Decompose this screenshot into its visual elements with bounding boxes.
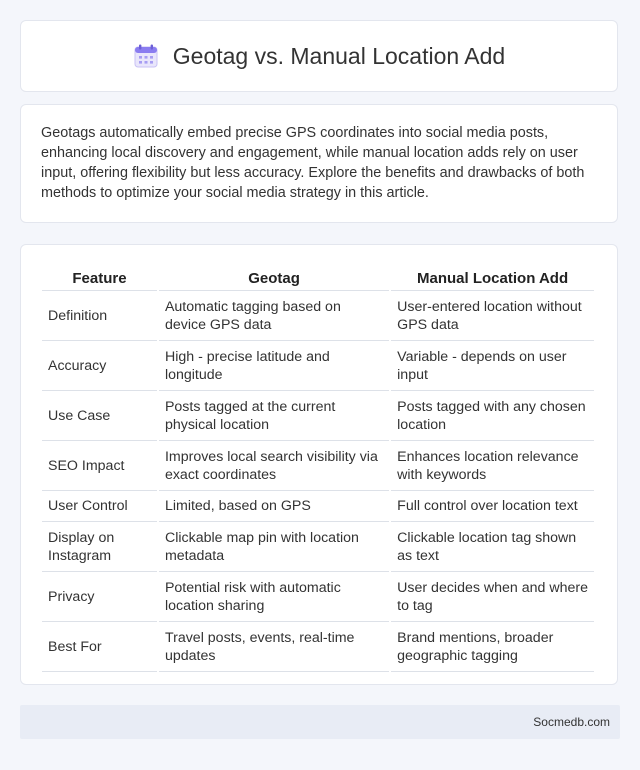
- table-cell: Display on Instagram: [42, 522, 157, 572]
- table-row: [42, 522, 594, 572]
- table-cell: Potential risk with automatic location sharing: [159, 572, 389, 622]
- column-header-feature: Feature: [42, 267, 157, 291]
- table-cell: User decides when and where to tag: [391, 572, 594, 622]
- table-cell: User-entered location without GPS data: [391, 291, 594, 341]
- table-cell: Variable - depends on user input: [391, 341, 594, 391]
- table-cell: User Control: [42, 491, 157, 522]
- table-cell: Posts tagged at the current physical location: [159, 391, 389, 441]
- column-header-manual: Manual Location Add: [391, 267, 594, 291]
- table-row: [42, 341, 594, 391]
- table-row: [42, 491, 594, 522]
- header-card: [20, 20, 618, 92]
- table-cell: Improves local search visibility via exact coordinates: [159, 441, 389, 491]
- calendar-icon: [133, 43, 159, 69]
- table-cell: Automatic tagging based on device GPS data: [159, 291, 389, 341]
- table-cell: Full control over location text: [391, 491, 594, 522]
- table-row: [42, 291, 594, 341]
- comparison-card: [20, 244, 618, 685]
- table-cell: Enhances location relevance with keywords: [391, 441, 594, 491]
- table-cell: Best For: [42, 622, 157, 672]
- comparison-table: [40, 267, 596, 672]
- table-cell: Brand mentions, broader geographic tagging: [391, 622, 594, 672]
- footer: [20, 705, 620, 739]
- table-cell: Definition: [42, 291, 157, 341]
- table-cell: High - precise latitude and longitude: [159, 341, 389, 391]
- table-cell: Use Case: [42, 391, 157, 441]
- table-cell: Clickable map pin with location metadata: [159, 522, 389, 572]
- table-row: [42, 622, 594, 672]
- table-cell: Posts tagged with any chosen location: [391, 391, 594, 441]
- table-row: [42, 441, 594, 491]
- table-cell: Travel posts, events, real-time updates: [159, 622, 389, 672]
- table-row: [42, 572, 594, 622]
- table-cell: Privacy: [42, 572, 157, 622]
- table-cell: Accuracy: [42, 341, 157, 391]
- table-header-row: [42, 267, 594, 291]
- intro-text: Geotags automatically embed precise GPS coordinates into social media posts, enhancing local discovery and engagement, while manual location adds rely on user input, offering flexibility but less accuracy. Explore the benefits and drawbacks of both methods to optimize your social media strategy in this article.: [41, 125, 585, 201]
- table-cell: Limited, based on GPS: [159, 491, 389, 522]
- page-title: Geotag vs. Manual Location Add: [172, 42, 506, 69]
- intro-card: [20, 104, 618, 223]
- table-cell: SEO Impact: [42, 441, 157, 491]
- footer-brand: Socmedb.com: [533, 715, 610, 729]
- table-cell: Clickable location tag shown as text: [391, 522, 594, 572]
- column-header-geotag: Geotag: [159, 267, 389, 291]
- table-row: [42, 391, 594, 441]
